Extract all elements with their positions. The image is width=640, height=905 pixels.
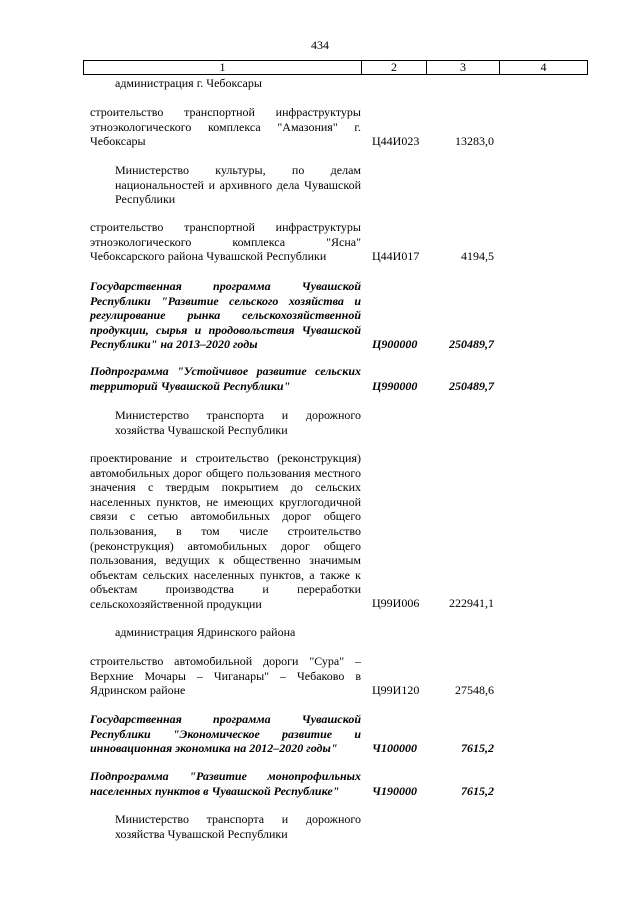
row-amount: 222941,1 xyxy=(449,596,494,610)
row-description: администрация г. Чебоксары xyxy=(115,76,262,90)
row-amount: 7615,2 xyxy=(461,784,494,798)
row-code: Ч100000 xyxy=(372,741,417,755)
row-amount: 7615,2 xyxy=(461,741,494,755)
row-amount: 250489,7 xyxy=(449,337,494,351)
column-header-table xyxy=(83,60,588,75)
row-code: Ц44И023 xyxy=(372,134,420,148)
column-header-4: 4 xyxy=(500,61,588,75)
row-code: Ч190000 xyxy=(372,784,417,798)
row-description: проектирование и строительство (реконструкция) автомобильных дорог общего пользования местного значения с твердым покрытием до сельских населенных пунктов, не имеющих круглогодичной связи с сетью автомобильных дорог общего пользования, в том числе строительство (реконструкция) автомобильных дорог общего пользования, ведущих к общественно значимым объектам сельских населенных пунктов, а также к объектам производства и переработки сельскохозяйственной продукции xyxy=(90,451,361,611)
row-amount: 4194,5 xyxy=(461,249,494,263)
row-code: Ц99И120 xyxy=(372,683,420,697)
row-description: Подпрограмма "Устойчивое развитие сельских территорий Чувашской Республики" xyxy=(90,364,361,393)
row-code: Ц44И017 xyxy=(372,249,420,263)
row-amount: 27548,6 xyxy=(455,683,494,697)
page-number: 434 xyxy=(311,38,329,52)
row-description: строительство автомобильной дороги "Сура" – Верхние Мочары – Чиганары" – Чебаково в Ядринском районе xyxy=(90,654,361,698)
column-header-3: 3 xyxy=(427,61,500,75)
row-code: Ц99И006 xyxy=(372,596,420,610)
row-code: Ц990000 xyxy=(372,379,418,393)
row-amount: 250489,7 xyxy=(449,379,494,393)
row-description: Подпрограмма "Развитие монопрофильных населенных пунктов в Чувашской Республике" xyxy=(90,769,361,798)
row-description: строительство транспортной инфраструктуры этноэкологического комплекса "Ясна" Чебоксарского района Чувашской Республики xyxy=(90,220,361,264)
row-description: Министерство транспорта и дорожного хозяйства Чувашской Республики xyxy=(115,812,361,841)
row-description: Министерство культуры, по делам национальностей и архивного дела Чувашской Республики xyxy=(115,163,361,207)
row-description: Государственная программа Чувашской Республики "Развитие сельского хозяйства и регулирование рынка сельскохозяйственной продукции, сырья и продовольствия Чувашской Республики" на 2013–2020 годы xyxy=(90,279,361,352)
column-header-2: 2 xyxy=(362,61,427,75)
row-description: администрация Ядринского района xyxy=(115,625,296,639)
row-description: Министерство транспорта и дорожного хозяйства Чувашской Республики xyxy=(115,408,361,437)
row-description: Государственная программа Чувашской Республики "Экономическое развитие и инновационная экономика на 2012–2020 годы" xyxy=(90,712,361,756)
column-header-1: 1 xyxy=(84,61,362,75)
row-amount: 13283,0 xyxy=(455,134,494,148)
row-code: Ц900000 xyxy=(372,337,418,351)
row-description: строительство транспортной инфраструктуры этноэкологического комплекса "Амазония" г. Чебоксары xyxy=(90,105,361,149)
